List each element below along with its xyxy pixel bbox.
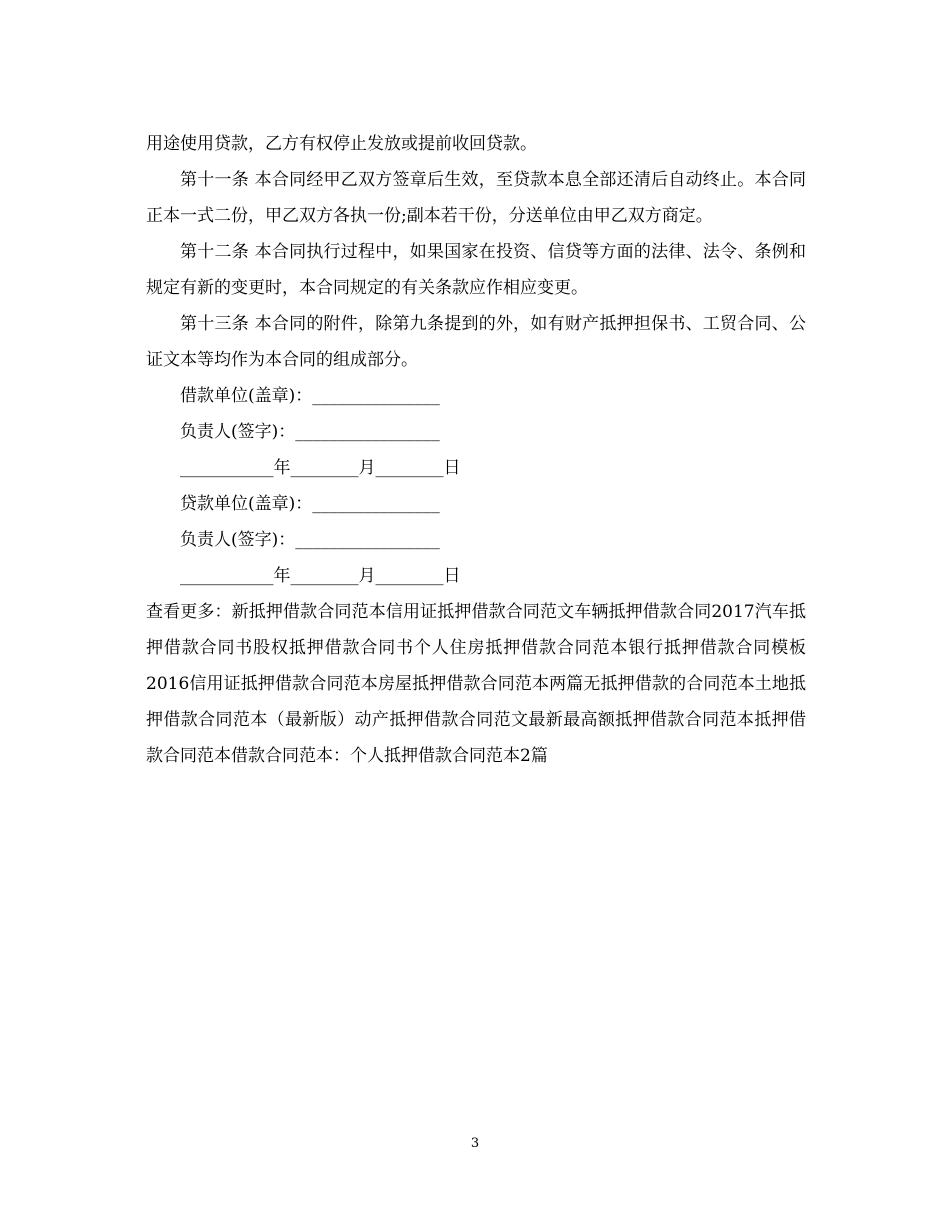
signature-block (146, 378, 806, 594)
page-number: 3 (470, 1136, 480, 1151)
lender-date-line: ___________年________月________日 (180, 566, 461, 586)
paragraph-article-13: 第十三条 本合同的附件，除第九条提到的外，如有财产抵押担保书、工贸合同、公证文本等均作为本合同的组成部分。 (146, 314, 806, 370)
borrower-date-line: ___________年________月________日 (180, 458, 461, 478)
paragraph-article-12: 第十二条 本合同执行过程中，如果国家在投资、信贷等方面的法律、法令、条例和规定有新的变更时，本合同规定的有关条款应作相应变更。 (146, 242, 806, 298)
paragraph-article-11: 第十一条 本合同经甲乙双方签章后生效，至贷款本息全部还清后自动终止。本合同正本一式二份，甲乙双方各执一份;副本若干份，分送单位由甲乙双方商定。 (146, 170, 806, 226)
see-more-text: 查看更多：新抵押借款合同范本信用证抵押借款合同范文车辆抵押借款合同2017汽车抵押借款合同书股权抵押借款合同书个人住房抵押借款合同范本银行抵押借款合同模板2016信用证抵押借款合同范本房屋抵押借款合同范本两篇无抵押借款的合同范本土地抵押借款合同范本（最新版）动产抵押借款合同范文最新最高额抵押借款合同范本抵押借款合同范本借款合同范本：个人抵押借款合同范本2篇 (146, 602, 806, 766)
borrower-seal-line: 借款单位(盖章)：_______________ (180, 386, 440, 406)
lender-seal-line: 贷款单位(盖章)：_______________ (180, 494, 440, 514)
document-body (146, 126, 806, 774)
lender-signer-line: 负责人(签字)：_________________ (180, 530, 440, 550)
borrower-signer-line: 负责人(签字)：_________________ (180, 422, 440, 442)
paragraph-continuation: 用途使用贷款，乙方有权停止发放或提前收回贷款。 (146, 134, 537, 154)
